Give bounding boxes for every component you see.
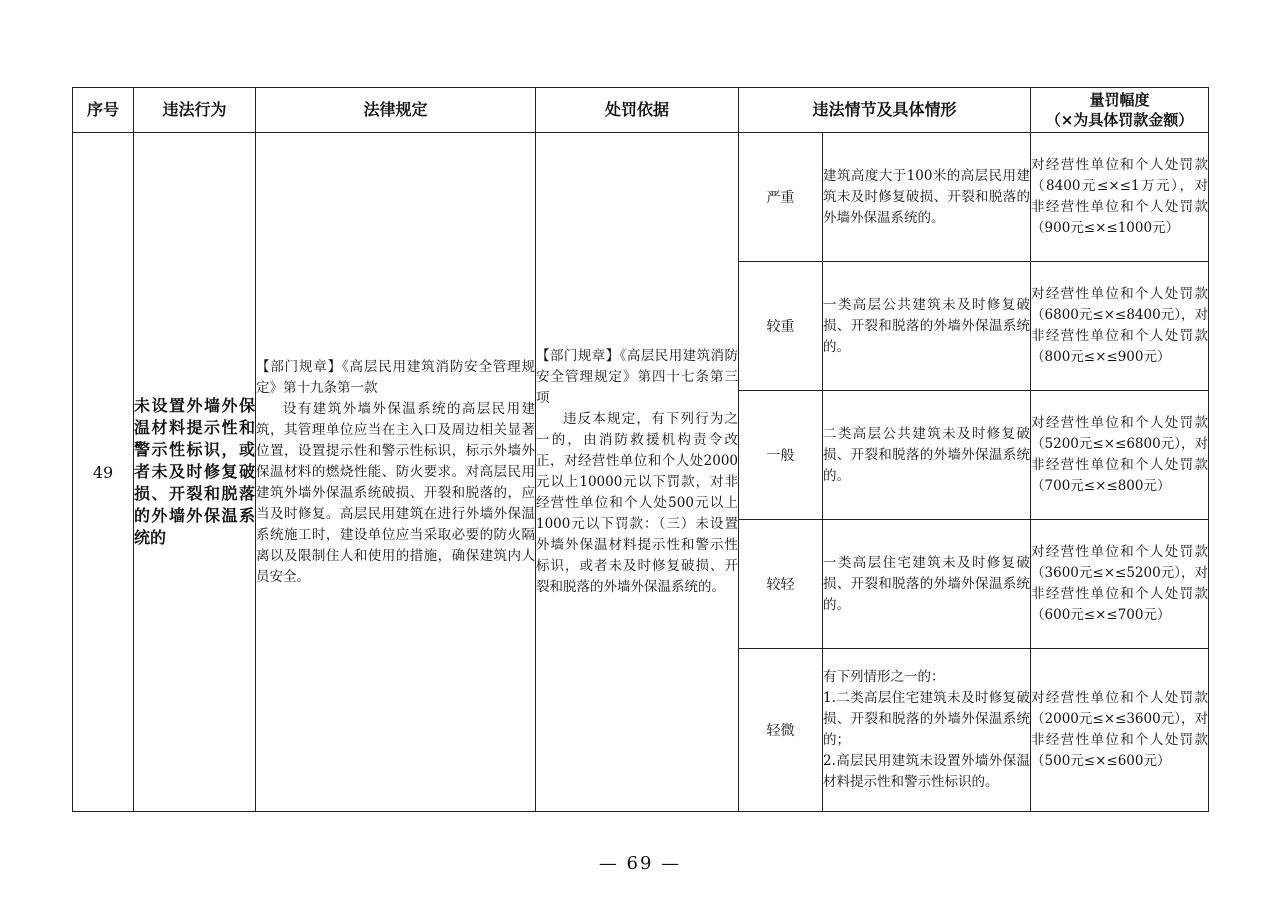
table-header-row: [73, 88, 1209, 133]
table-row: [73, 133, 1209, 262]
penalty-amount: 对经营性单位和个人处罚款（2000元≤×≤3600元），对非经营性单位和个人处罚款（500元≤×≤600元）: [1031, 649, 1209, 812]
legal-provision-text: 设有建筑外墙外保温系统的高层民用建筑，其管理单位应当在主入口及周边相关显著位置，设置提示性和警示性标识，标示外墙外保温材料的燃烧性能、防火要求。对高层民用建筑外墙外保温系统破损、开裂和脱落的，应当及时修复。高层民用建筑在进行外墙外保温系统施工时，建设单位应当采取必要的防火隔离以及限制住人和使用的措施，确保建筑内人员安全。: [256, 400, 535, 585]
row-penalty-basis: [536, 133, 739, 812]
penalty-basis-title: 【部门规章】《高层民用建筑消防安全管理规定》第四十七条第三项: [536, 348, 738, 406]
circumstance-text: 二类高层公共建筑未及时修复破损、开裂和脱落的外墙外保温系统的。: [823, 425, 1031, 484]
page-number: — 69 —: [598, 853, 682, 874]
header-act: 违法行为: [134, 88, 256, 133]
circumstance-text: 一类高层公共建筑未及时修复破损、开裂和脱落的外墙外保温系统的。: [823, 296, 1031, 355]
severity-level: 较轻: [739, 520, 823, 649]
header-amount: [1031, 88, 1209, 133]
header-amount-note: （×为具体罚款金额）: [1045, 111, 1194, 129]
header-basis: 处罚依据: [536, 88, 739, 133]
circumstance-cell: [823, 649, 1031, 812]
severity-level: 一般: [739, 391, 823, 520]
penalty-amount: 对经营性单位和个人处罚款（6800元≤×≤8400元），对非经营性单位和个人处罚款（800元≤×≤900元）: [1031, 262, 1209, 391]
circumstance-text: 2.高层民用建筑未设置外墙外保温材料提示性和警示性标识的。: [823, 753, 1031, 790]
circumstance-cell: [823, 391, 1031, 520]
circumstance-text: 一类高层住宅建筑未及时修复破损、开裂和脱落的外墙外保温系统的。: [823, 554, 1031, 613]
circumstance-text: 1.二类高层住宅建筑未及时修复破损、开裂和脱落的外墙外保温系统的；: [823, 690, 1031, 748]
circumstance-text: 有下列情形之一的：: [823, 669, 945, 685]
row-seq: 49: [73, 133, 134, 812]
penalty-basis-text: 违反本规定，有下列行为之一的，由消防救援机构责令改正，对经营性单位和个人处2000元以上10000元以下罚款，对非经营性单位和个人处500元以上1000元以下罚款：（三）未设置外墙外保温材料提示性和警示性标识，或者未及时修复破损、开裂和脱落的外墙外保温系统的。: [536, 411, 738, 595]
penalty-amount: 对经营性单位和个人处罚款（5200元≤×≤6800元），对非经营性单位和个人处罚款（700元≤×≤800元）: [1031, 391, 1209, 520]
penalty-amount: 对经营性单位和个人处罚款（3600元≤×≤5200元），对非经营性单位和个人处罚款（600元≤×≤700元）: [1031, 520, 1209, 649]
circumstance-cell: [823, 133, 1031, 262]
header-circumstances: 违法情节及具体情形: [739, 88, 1031, 133]
circumstance-text: 建筑高度大于100米的高层民用建筑未及时修复破损、开裂和脱落的外墙外保温系统的。: [823, 167, 1031, 226]
header-amount-title: 量罚幅度: [1089, 91, 1150, 109]
header-law: 法律规定: [256, 88, 536, 133]
row-legal-provision: [256, 133, 536, 812]
severity-level: 严重: [739, 133, 823, 262]
penalty-standard-table: [72, 87, 1209, 812]
legal-provision-title: 【部门规章】《高层民用建筑消防安全管理规定》第十九条第一款: [256, 358, 535, 396]
header-seq: 序号: [73, 88, 134, 133]
row-violation-act: 未设置外墙外保温材料提示性和警示性标识，或者未及时修复破损、开裂和脱落的外墙外保温系统的: [134, 133, 256, 812]
circumstance-cell: [823, 262, 1031, 391]
severity-level: 较重: [739, 262, 823, 391]
penalty-amount: 对经营性单位和个人处罚款（8400元≤×≤1万元），对非经营性单位和个人处罚款（900元≤×≤1000元）: [1031, 133, 1209, 262]
circumstance-cell: [823, 520, 1031, 649]
severity-level: 轻微: [739, 649, 823, 812]
